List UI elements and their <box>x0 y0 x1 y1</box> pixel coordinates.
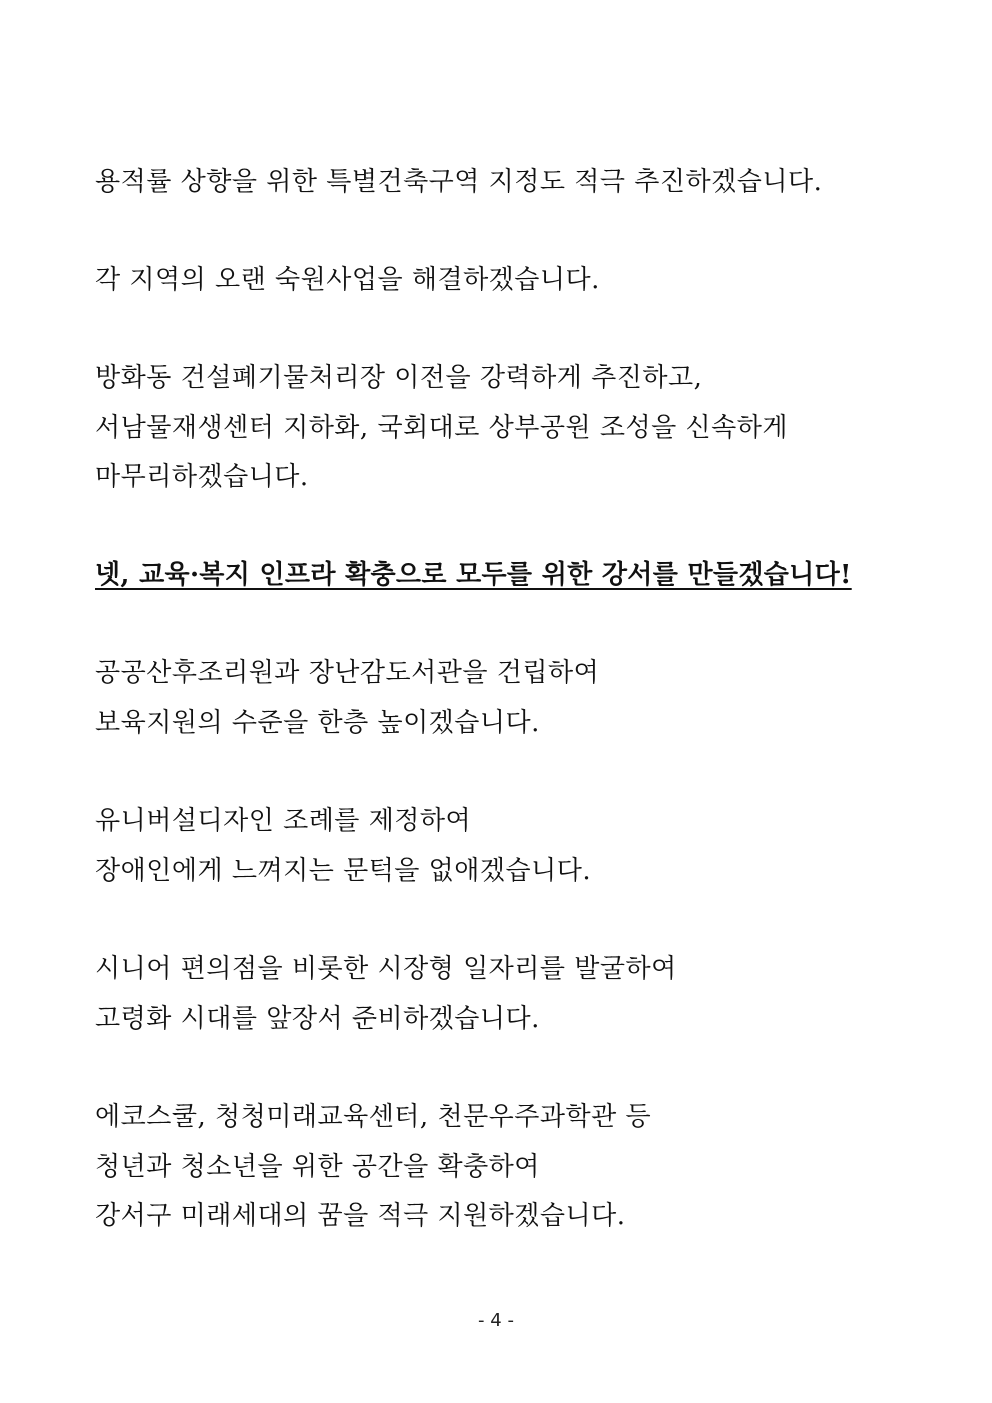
paragraph-line: 마무리하겠습니다. <box>95 462 309 492</box>
paragraph-line: 공공산후조리원과 장난감도서관을 건립하여 <box>95 658 600 688</box>
paragraph-line: 에코스쿨, 청청미래교육센터, 천문우주과학관 등 <box>95 1102 652 1132</box>
paragraph-line: 방화동 건설폐기물처리장 이전을 강력하게 추진하고, <box>95 363 703 393</box>
paragraph-line: 서남물재생센터 지하화, 국회대로 상부공원 조성을 신속하게 <box>95 413 788 443</box>
paragraph-line: 청년과 청소년을 위한 공간을 확충하여 <box>95 1152 540 1182</box>
paragraph-line: 유니버설디자인 조례를 제정하여 <box>95 806 472 836</box>
paragraph-line: 각 지역의 오랜 숙원사업을 해결하겠습니다. <box>95 265 600 295</box>
section-heading: 넷, 교육·복지 인프라 확충으로 모두를 위한 강서를 만들겠습니다! <box>95 560 852 590</box>
paragraph-line: 용적률 상향을 위한 특별건축구역 지정도 적극 추진하겠습니다. <box>95 167 823 197</box>
paragraph-line: 고령화 시대를 앞장서 준비하겠습니다. <box>95 1004 540 1034</box>
paragraph-line: 시니어 편의점을 비롯한 시장형 일자리를 발굴하여 <box>95 954 677 984</box>
paragraph-line: 보육지원의 수준을 한층 높이겠습니다. <box>95 708 540 738</box>
paragraph-line: 장애인에게 느껴지는 문턱을 없애겠습니다. <box>95 856 592 886</box>
page-number: - 4 - <box>478 1310 514 1331</box>
paragraph-line: 강서구 미래세대의 꿈을 적극 지원하겠습니다. <box>95 1201 626 1231</box>
